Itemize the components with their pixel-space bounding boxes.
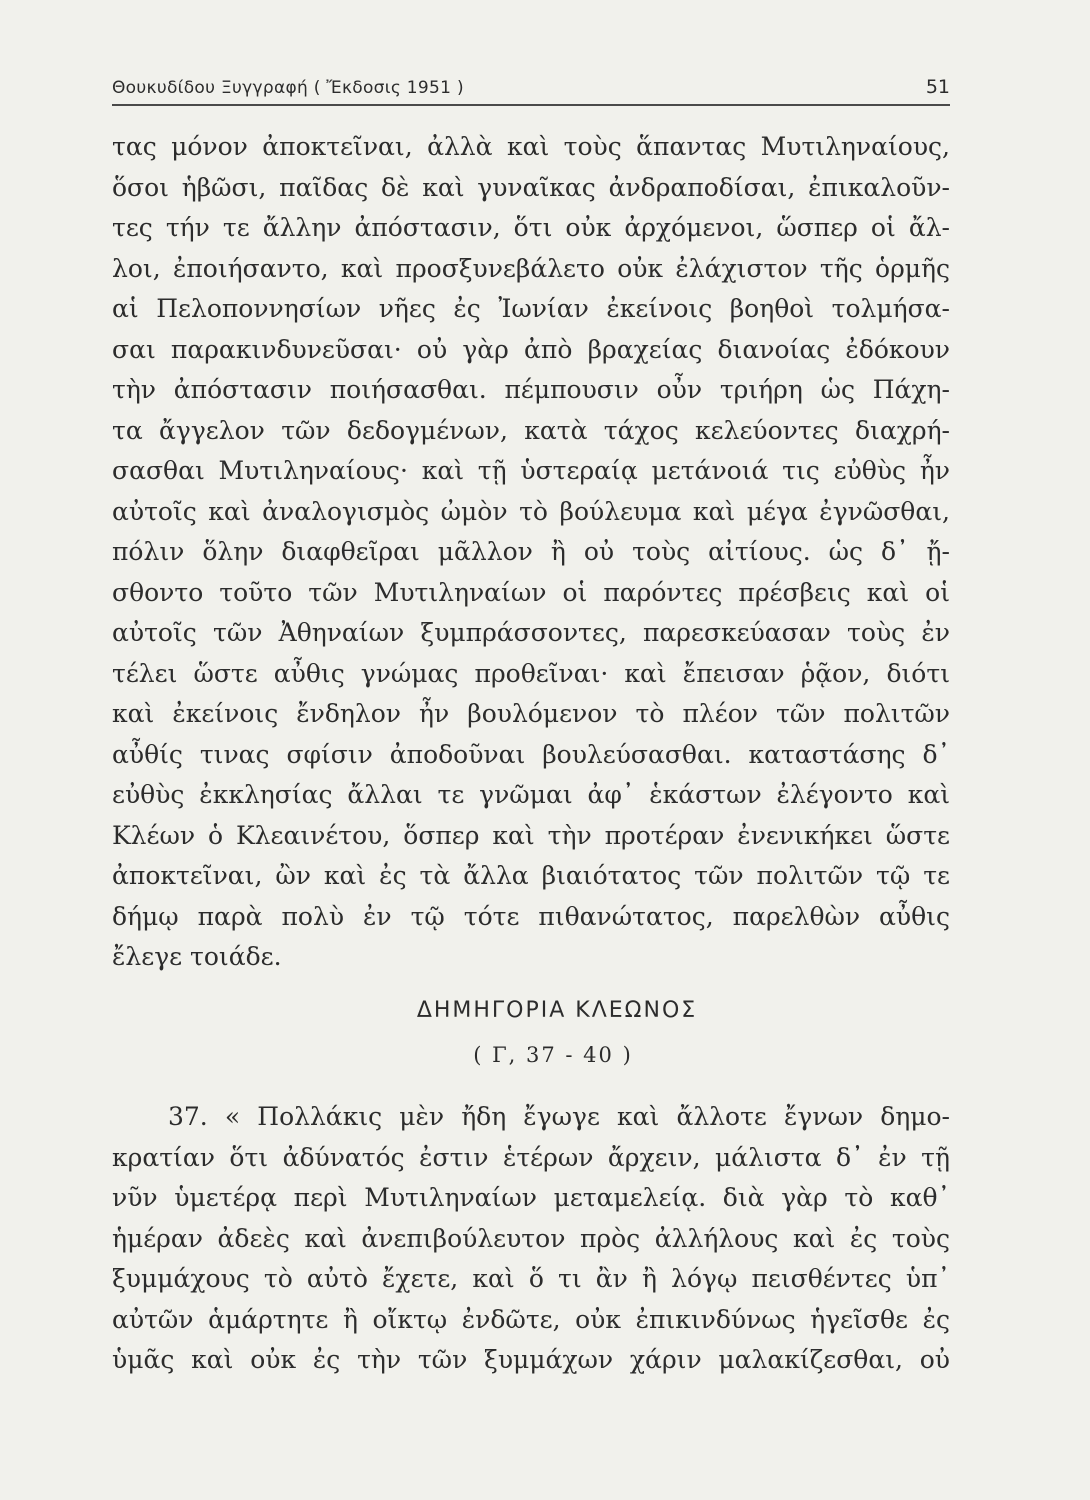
text-line: σασθαι Μυτιληναίους· καὶ τῇ ὑστεραίᾳ μετάνοιά τις εὐθὺς ἦν xyxy=(112,456,950,485)
text-line: σαι παρακινδυνεῦσαι· οὐ γὰρ ἀπὸ βραχείας διανοίας ἐδόκουν xyxy=(112,334,950,364)
text-line: δήμῳ παρὰ πολὺ ἐν τῷ τότε πιθανώτατος, παρελθὼν αὖθις xyxy=(112,901,950,931)
header-rule xyxy=(112,104,950,106)
text-line: τέλει ὥστε αὖθις γνώμας προθεῖναι· καὶ ἔπεισαν ῥᾷον, διότι xyxy=(112,658,950,688)
text-line: τας μόνον ἀποκτεῖναι, ἀλλὰ καὶ τοὺς ἅπαντας Μυτιληναίους, xyxy=(112,132,950,161)
text-line: σθοντο τοῦτο τῶν Μυτιληναίων οἱ παρόντες πρέσβεις καὶ οἱ xyxy=(112,577,950,607)
narrative-paragraph xyxy=(112,127,950,978)
text-line: τες τήν τε ἄλλην ἀπόστασιν, ὅτι οὐκ ἀρχόμενοι, ὥσπερ οἱ ἄλ- xyxy=(112,213,950,242)
section-title: ΔΗΜΗΓΟΡΙΑ ΚΛΕΩΝΟΣ xyxy=(416,998,698,1023)
text-line: 37. « Πολλάκις μὲν ἤδη ἔγωγε καὶ ἄλλοτε ἔγνων δημο- xyxy=(168,1102,950,1131)
text-line: αὖθίς τινας σφίσιν ἀποδοῦναι βουλεύσασθαι. καταστάσης δ᾽ xyxy=(112,739,950,769)
text-line: αὐτοῖς τῶν Ἀθηναίων ξυμπράσσοντες, παρεσκεύασαν τοὺς ἐν xyxy=(112,618,950,647)
text-line: ἡμέραν ἀδεὲς καὶ ἀνεπιβούλευτον πρὸς ἀλλήλους καὶ ἐς τοὺς xyxy=(112,1223,950,1253)
text-line: τα ἄγγελον τῶν δεδογμένων, κατὰ τάχος κελεύοντες διαχρή- xyxy=(112,415,950,445)
text-line: ἔλεγε τοιάδε. xyxy=(112,942,282,971)
section-reference: ( Γ, 37 - 40 ) xyxy=(473,1043,633,1067)
text-line: αὐτῶν ἁμάρτητε ἢ οἴκτῳ ἐνδῶτε, οὐκ ἐπικινδύνως ἡγεῖσθε ἐς xyxy=(112,1304,950,1334)
text-line: ὅσοι ἡβῶσι, παῖδας δὲ καὶ γυναῖκας ἀνδραποδίσαι, ἐπικαλοῦν- xyxy=(112,172,950,202)
text-line: Κλέων ὁ Κλεαινέτου, ὅσπερ καὶ τὴν προτέραν ἐνενικήκει ὥστε xyxy=(112,820,950,850)
text-line: εὐθὺς ἐκκλησίας ἄλλαι τε γνῶμαι ἀφ᾽ ἑκάστων ἐλέγοντο καὶ xyxy=(112,780,950,809)
text-line: ξυμμάχους τὸ αὐτὸ ἔχετε, καὶ ὅ τι ἂν ἢ λόγῳ πεισθέντες ὑπ᾽ xyxy=(112,1264,950,1293)
running-title: Θουκυδίδου Ξυγγραφή ( Ἔκδοσις 1951 ) xyxy=(112,78,464,98)
text-line: κρατίαν ὅτι ἀδύνατός ἐστιν ἑτέρων ἄρχειν, μάλιστα δ᾽ ἐν τῇ xyxy=(112,1142,950,1172)
text-line: τὴν ἀπόστασιν ποιήσασθαι. πέμπουσιν οὖν τριήρη ὡς Πάχη- xyxy=(112,375,950,404)
text-line: ἀποκτεῖναι, ὢν καὶ ἐς τὰ ἄλλα βιαιότατος τῶν πολιτῶν τῷ τε xyxy=(112,861,950,890)
text-line: αἱ Πελοποννησίων νῆες ἐς Ἰωνίαν ἐκείνοις βοηθοὶ τολμήσα- xyxy=(112,294,950,323)
text-line: ὑμᾶς καὶ οὐκ ἐς τὴν τῶν ξυμμάχων χάριν μαλακίζεσθαι, οὐ xyxy=(112,1345,950,1374)
speech-paragraph xyxy=(112,1097,950,1381)
text-line: αὐτοῖς καὶ ἀναλογισμὸς ὠμὸν τὸ βούλευμα καὶ μέγα ἐγνῶσθαι, xyxy=(112,496,950,526)
text-line: νῦν ὑμετέρᾳ περὶ Μυτιληναίων μεταμελείᾳ. διὰ γὰρ τὸ καθ᾽ xyxy=(112,1183,950,1212)
text-line: καὶ ἐκείνοις ἔνδηλον ἦν βουλόμενον τὸ πλέον τῶν πολιτῶν xyxy=(112,699,950,728)
text-line: πόλιν ὅλην διαφθεῖραι μᾶλλον ἢ οὐ τοὺς αἰτίους. ὡς δ᾽ ᾔ- xyxy=(112,537,950,566)
page-number: 51 xyxy=(925,76,950,98)
text-line: λοι, ἐποιήσαντο, καὶ προσξυνεβάλετο οὐκ ἐλάχιστον τῆς ὁρμῆς xyxy=(112,253,950,283)
running-header xyxy=(112,74,950,104)
